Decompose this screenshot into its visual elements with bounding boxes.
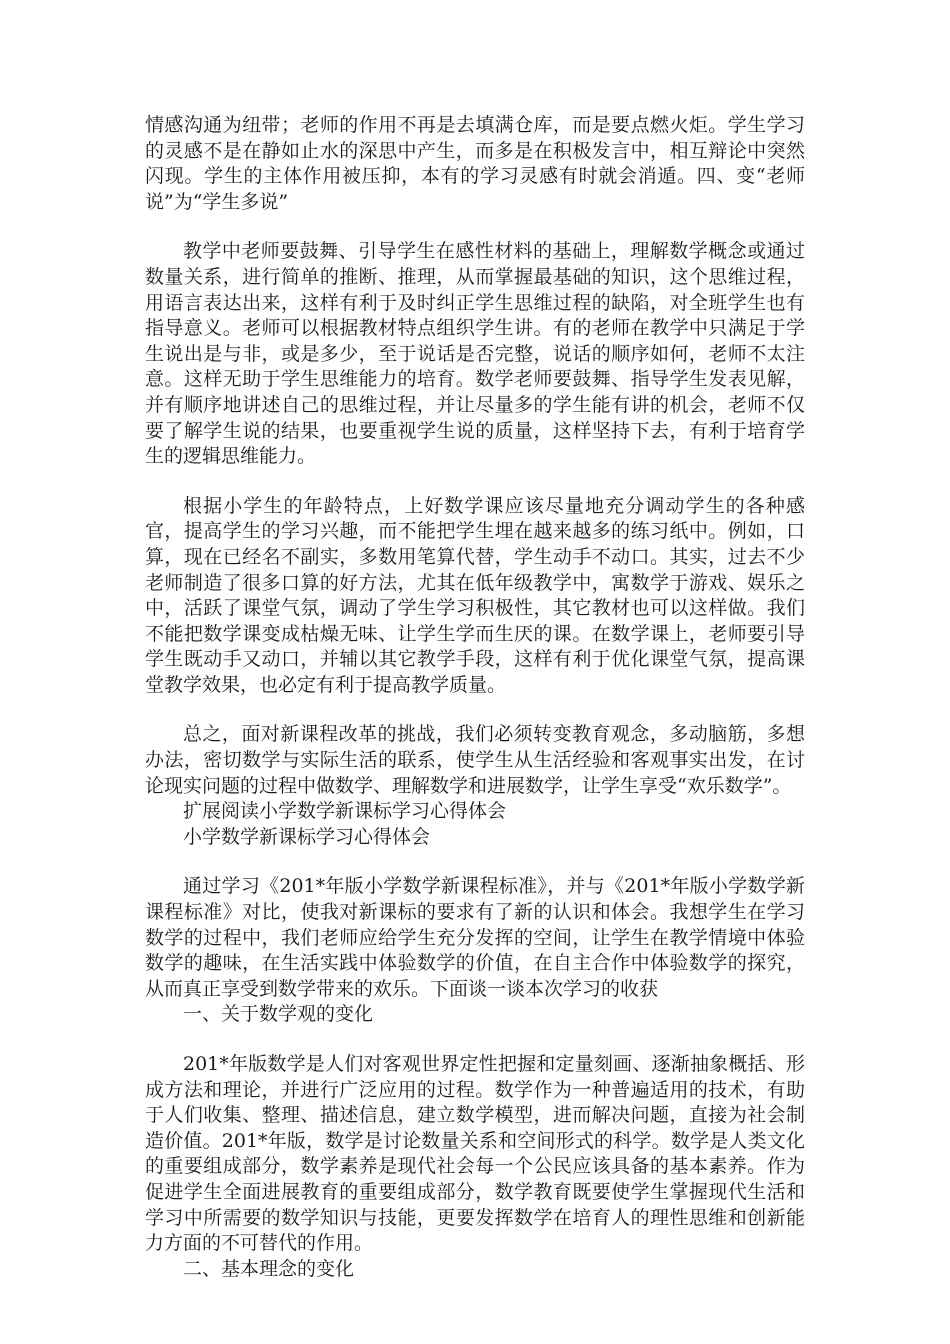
section-heading: 扩展阅读小学数学新课标学习心得体会 xyxy=(183,800,507,823)
body-paragraph: 201*年版数学是人们对客观世界定性把握和定量刻画、逐渐抽象概括、形成方法和理论，并进行广泛应用的过程。数学作为一种普遍适用的技术，有助于人们收集、整理、描述信息，建立数学模型，进而解决问题，直接为社会制造价值。201*年版，数学是讨论数量关系和空间形式的科学。数学是人类文化的重要组成部分，数学素养是现代社会每一个公民应该具备的基本素养。作为促进学生全面进展教育的重要组成部分，数学教育既要使学生掌握现代生活和学习中所需要的数学知识与技能，更要发挥数学在培育人的理性思维和创新能力方面的不可替代的作用。 xyxy=(145,1053,805,1255)
section-heading: 二、基本理念的变化 xyxy=(183,1257,355,1280)
body-paragraph: 通过学习《201*年版小学数学新课程标准》，并与《201*年版小学数学新课程标准》对比，使我对新课标的要求有了新的认识和体会。我想学生在学习数学的过程中，我们老师应给学生充分发挥的空间，让学生在教学情境中体验数学的趣味，在生活实践中体验数学的价值，在自主合作中体验数学的探究，从而真正享受到数学带来的欢乐。下面谈一谈本次学习的收获 xyxy=(145,875,805,1000)
body-paragraph-continued: 情感沟通为纽带；老师的作用不再是去填满仓库，而是要点燃火炬。学生学习的灵感不是在静如止水的深思中产生，而多是在积极发言中，相互辩论中突然闪现。学生的主体作用被压抑，本有的学习灵感有时就会消遁。四、变“老师说”为“学生多说” xyxy=(145,114,805,213)
body-paragraph: 教学中老师要鼓舞、引导学生在感性材料的基础上，理解数学概念或通过数量关系，进行简单的推断、推理，从而掌握最基础的知识，这个思维过程，用语言表达出来，这样有利于及时纠正学生思维过程的缺陷，对全班学生也有指导意义。老师可以根据教材特点组织学生讲。有的老师在教学中只满足于学生说出是与非，或是多少，至于说话是否完整，说话的顺序如何，老师不太注意。这样无助于学生思维能力的培育。数学老师要鼓舞、指导学生发表见解，并有顺序地讲述自己的思维过程，并让尽量多的学生能有讲的机会，老师不仅要了解学生说的结果，也要重视学生说的质量，这样坚持下去，有利于培育学生的逻辑思维能力。 xyxy=(145,240,805,468)
body-paragraph: 根据小学生的年龄特点，上好数学课应该尽量地充分调动学生的各种感官，提高学生的学习兴趣，而不能把学生埋在越来越多的练习纸中。例如，口算，现在已经名不副实，多数用笔算代替，学生动手不动口。其实，过去不少老师制造了很多口算的好方法，尤其在低年级教学中，寓数学于游戏、娱乐之中，活跃了课堂气氛，调动了学生学习积极性，其它教材也可以这样做。我们不能把数学课变成枯燥无味、让学生学而生厌的课。在数学课上，老师要引导学生既动手又动口，并辅以其它教学手段，这样有利于优化课堂气氛，提高课堂教学效果，也必定有利于提高教学质量。 xyxy=(145,494,805,696)
article-title: 小学数学新课标学习心得体会 xyxy=(183,825,431,848)
document-page xyxy=(145,113,805,1282)
section-heading: 一、关于数学观的变化 xyxy=(183,1003,374,1026)
body-paragraph: 总之，面对新课程改革的挑战，我们必须转变教育观念，多动脑筋，多想办法，密切数学与实际生活的联系，使学生从生活经验和客观事实出发，在讨论现实问题的过程中做数学、理解数学和进展数学，让学生享受“欢乐数学”。 xyxy=(145,723,805,797)
